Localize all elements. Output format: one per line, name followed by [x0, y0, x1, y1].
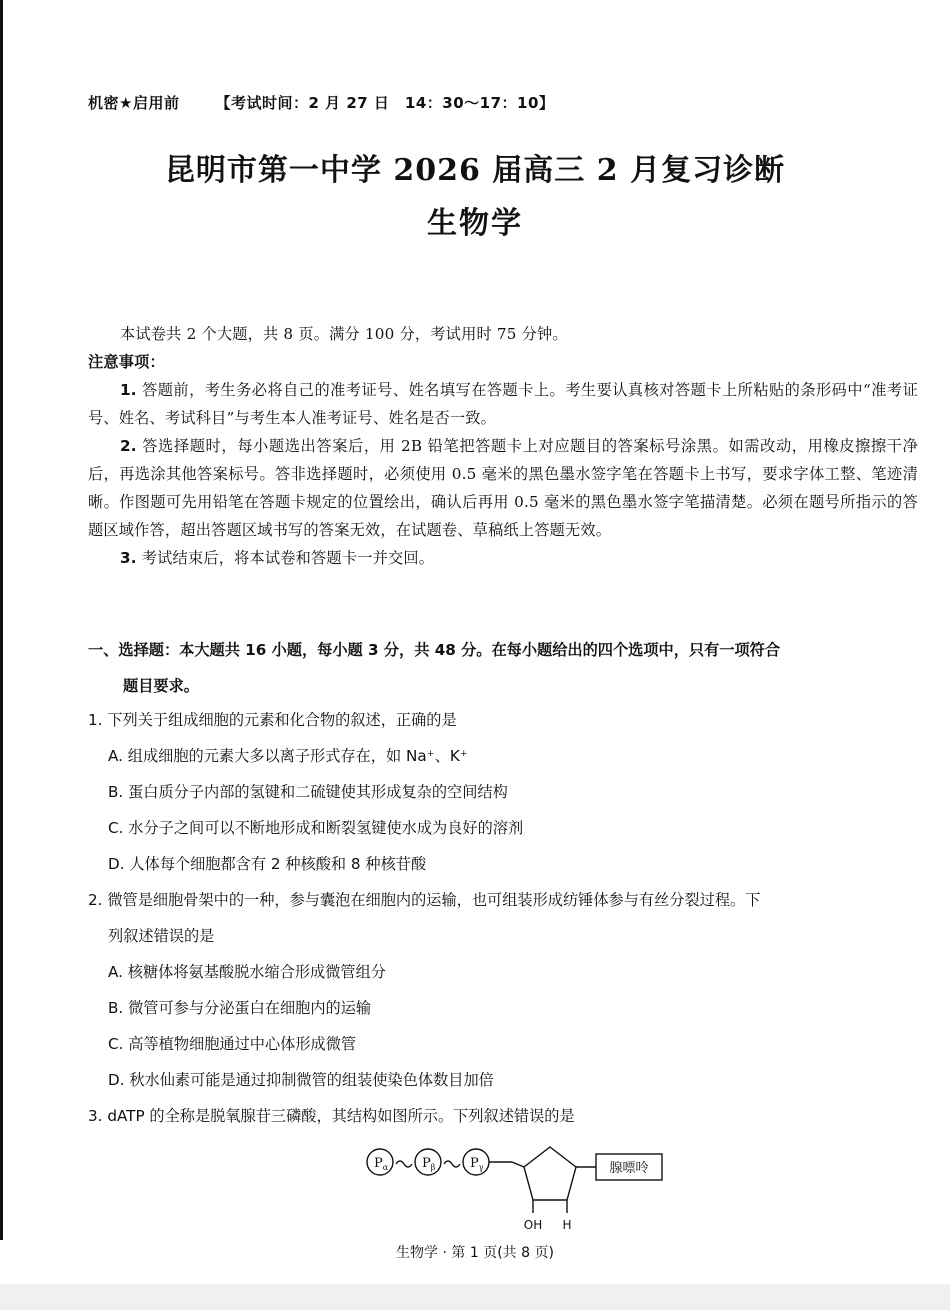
oh-label: OH — [523, 1218, 543, 1232]
subject-title: 生物学 — [427, 206, 523, 241]
h-label: H — [562, 1218, 572, 1232]
secret-label: 机密★启用前 — [88, 94, 180, 112]
question-3 — [88, 1098, 918, 1134]
notice-item: 1. 答题前，考生务必将自己的准考证号、姓名填写在答题卡上。考生要认真核对答题卡上所粘贴的条形码中“准考证号、姓名、考试科目”与考生本人准考证号、姓名是否一致。 — [88, 381, 918, 427]
bottom-strip — [0, 1284, 950, 1310]
option-b: B. 微管可参与分泌蛋白在细胞内的运输 — [108, 999, 372, 1017]
phosphate-alpha-label: $P_\alpha$ — [374, 1156, 389, 1172]
header-line — [88, 92, 554, 113]
intro-text: 本试卷共 2 个大题，共 8 页。满分 100 分，考试用时 75 分钟。 — [120, 325, 568, 343]
phosphate-beta-label: $P_\beta$ — [422, 1156, 436, 1172]
phosphate-gamma-label: $P_\gamma$ — [470, 1156, 484, 1172]
question-stem: 2. 微管是细胞骨架中的一种，参与囊泡在细胞内的运输，也可组装形成纺锤体参与有丝分裂过程。下 — [88, 891, 761, 909]
option-d: D. 秋水仙素可能是通过抑制微管的组装使染色体数目加倍 — [108, 1071, 494, 1089]
section-heading: 一、选择题：本大题共 16 小题，每小题 3 分，共 48 分。在每小题给出的四个选项中，只有一项符合 题目要求。 — [88, 641, 781, 695]
page-title: 昆明市第一中学 2026 届高三 2 月复习诊断 — [164, 153, 786, 188]
question-stem-continued: 列叙述错误的是 — [108, 927, 215, 945]
notice-title: 注意事项： — [88, 353, 165, 371]
question-1 — [88, 702, 918, 882]
exam-time: 【考试时间：2 月 27 日 14：30～17：10】 — [215, 94, 555, 112]
tilde-bond — [444, 1161, 460, 1167]
question-stem: 1. 下列关于组成细胞的元素和化合物的叙述，正确的是 — [88, 711, 457, 729]
option-c: C. 高等植物细胞通过中心体形成微管 — [108, 1035, 357, 1053]
question-2 — [88, 882, 918, 1098]
notice-item: 2. 答选择题时，每小题选出答案后，用 2B 铅笔把答题卡上对应题目的答案标号涂黑。如需改动，用橡皮擦擦干净后，再选涂其他答案标号。答非选择题时，必须使用 0.5 毫米的黑色墨水签字笔在答题卡上书写，要求字体工整、笔迹清晰。作图题可先用铅笔在答题卡规定的位置绘出，确认后再用 0.5 毫米的黑色墨水签字笔描清楚。必须在题号所指示的答题区域作答，超出答题区域书写的答案无效，在试题卷、草稿纸上答题无效。 — [88, 437, 918, 539]
page-footer: 生物学 · 第 1 页(共 8 页) — [396, 1245, 554, 1261]
option-a: A. 核糖体将氨基酸脱水缩合形成微管组分 — [108, 963, 386, 981]
option-b: B. 蛋白质分子内部的氢键和二硫键使其形成复杂的空间结构 — [108, 783, 508, 801]
option-d: D. 人体每个细胞都含有 2 种核酸和 8 种核苷酸 — [108, 855, 427, 873]
question-stem: 3. dATP 的全称是脱氧腺苷三磷酸，其结构如图所示。下列叙述错误的是 — [88, 1107, 575, 1125]
datp-structure-diagram — [360, 1145, 680, 1235]
option-c: C. 水分子之间可以不断地形成和断裂氢键使水成为良好的溶剂 — [108, 819, 524, 837]
base-label: 腺嘌呤 — [609, 1161, 649, 1176]
ribose-pentagon — [524, 1147, 576, 1200]
tilde-bond — [396, 1161, 412, 1167]
option-a: A. 组成细胞的元素大多以离子形式存在，如 Na⁺、K⁺ — [108, 747, 468, 765]
notice-item: 3. 考试结束后，将本试卷和答题卡一并交回。 — [120, 549, 435, 567]
notice-list — [88, 376, 918, 572]
